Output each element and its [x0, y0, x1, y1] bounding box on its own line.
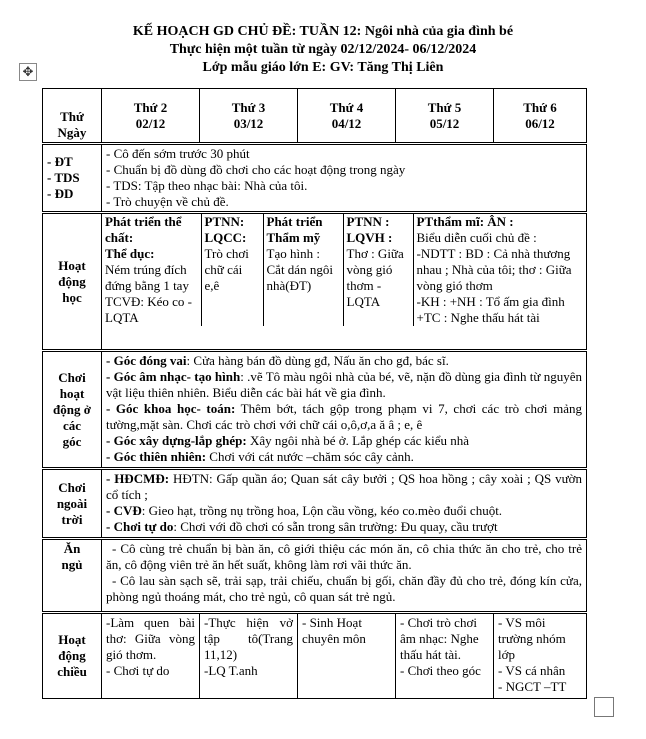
label-line: ngoài	[56, 495, 88, 511]
hoc-line: Biểu diễn cuối chủ đề :	[416, 230, 537, 245]
row-an	[43, 539, 587, 613]
row-label-chieu	[43, 613, 102, 699]
dt-content	[102, 144, 587, 213]
label-line: học	[62, 289, 82, 305]
chieu-line: -LQ T.anh	[204, 663, 258, 678]
goc-value: Chơi với cát nước –chăm sóc cây cảnh.	[206, 449, 414, 464]
goc-key: - Góc xây dựng-lắp ghép:	[106, 433, 247, 448]
chieu-line: - Sinh Hoạt chuyên môn	[302, 615, 366, 646]
dt-line: - Chuẩn bị đồ dùng đồ chơi cho các hoạt động trong ngày	[106, 162, 406, 177]
chieu-line: -Thực hiện vở tập tô(Trang 11,12)	[204, 615, 293, 662]
label-line: Hoạt	[58, 632, 86, 647]
chieu-line: -Làm quen bài thơ: Giữa vòng gió thơm.	[106, 615, 195, 662]
goc-item	[106, 353, 582, 369]
row-label-hoc	[43, 213, 102, 351]
ngoai-key: - Chơi tự do	[106, 519, 174, 534]
hoc-line: -KH : +NH : Tổ ấm gia đình	[416, 294, 565, 309]
hoc-line: +TC : Nghe thấu hát tài	[416, 310, 540, 325]
day-date: 05/12	[429, 115, 460, 131]
hoc-title: PTNN: LQCC:	[204, 214, 247, 245]
goc-item	[106, 369, 582, 401]
hoc-title: Phát triển Thẩm mỹ	[266, 214, 323, 245]
hoc-col-tuesday	[201, 214, 263, 326]
label-line: ngủ	[61, 557, 83, 572]
corner-cell	[43, 89, 102, 144]
row-label-dt	[43, 144, 102, 213]
label-line: Chơi	[58, 479, 86, 495]
label-line: góc	[62, 433, 82, 449]
goc-value: : .vẽ Tô màu ngôi nhà của bé, vẽ, nặn đồ dùng gia đình từ nguyên vật liệu thiên nhiên. Biểu diễn các bài hát về gia đình.	[106, 369, 582, 400]
ngoai-value: : Gieo hạt, trồng nụ trồng hoa, Lộn cầu vồng, kéo co.mèo đuổi chuột.	[141, 503, 503, 518]
chieu-friday	[494, 613, 587, 699]
doc-title-main: TUẦN 12: Ngôi nhà của gia đình bé	[299, 24, 514, 39]
ngoai-key: - HĐCMĐ:	[106, 471, 170, 486]
row-label-ngoai	[43, 469, 102, 539]
day-header	[102, 89, 200, 144]
ngoai-item	[106, 503, 582, 519]
hoc-line: -NDTT : BD : Cả nhà thương nhau ; Nhà của tôi; thơ : Giữa vòng gió thơm	[416, 246, 572, 293]
hoc-title: Phát triển thể chất:	[105, 214, 182, 245]
label-line: các	[62, 417, 82, 433]
chieu-line: - Chơi trò chơi âm nhạc: Nghe thấu hát tài.	[400, 615, 479, 662]
corner-line1: Thứ	[60, 109, 84, 124]
day-name: Thứ 2	[133, 99, 168, 115]
hoc-subtitle: Thể dục:	[105, 246, 155, 261]
goc-key: - Góc thiên nhiên:	[106, 449, 207, 464]
goc-key: - Góc khoa học- toán:	[106, 401, 236, 416]
day-header	[298, 89, 396, 144]
doc-subtitle: Thực hiện một tuần từ ngày 02/12/2024- 06/12/2024	[169, 42, 477, 57]
goc-item	[106, 433, 582, 449]
hoc-text: Tạo hình : Cắt dán ngôi nhà(ĐT)	[266, 246, 333, 293]
hoc-col-wednesday	[263, 214, 343, 326]
label-line: động ở	[53, 401, 91, 417]
ngoai-key: - CVĐ	[106, 503, 142, 518]
label-line: động	[58, 273, 86, 289]
row-dt	[43, 144, 587, 213]
day-header	[396, 89, 494, 144]
ngoai-item	[106, 471, 582, 503]
chieu-tuesday	[200, 613, 298, 699]
doc-title-prefix: KẾ HOẠCH GD CHỦ ĐỀ:	[132, 24, 300, 39]
label-line: - ĐT	[47, 154, 73, 169]
label-line: chiều	[57, 664, 87, 679]
an-content	[102, 539, 587, 613]
goc-item	[106, 449, 582, 465]
day-date: 06/12	[525, 115, 555, 131]
ngoai-value: : Chơi với đồ chơi có sẵn trong sân trường: Đu quay, cầu trượt	[173, 519, 498, 534]
chieu-monday	[102, 613, 200, 699]
row-ngoai	[43, 469, 587, 539]
goc-value: : Cửa hàng bán đồ dùng gđ, Nấu ăn cho gđ, bác sĩ.	[186, 353, 449, 368]
chieu-line: - NGCT –TT	[498, 679, 567, 694]
ngoai-content	[102, 469, 587, 539]
hoc-title: PTNN : LQVH :	[346, 214, 393, 245]
day-name: Thứ 6	[523, 99, 557, 115]
goc-value: Xây ngôi nhà bé ở. Lắp ghép các kiểu nhà	[246, 433, 470, 448]
hoc-col-thursday	[343, 214, 413, 326]
hoc-text: Ném trúng đích đứng bằng 1 tay TCVĐ: Kéo co -LQTA	[105, 262, 193, 325]
row-goc	[43, 351, 587, 469]
label-line: trời	[61, 511, 83, 527]
label-line: Hoạt	[58, 257, 86, 273]
goc-value: Thêm bớt, tách gộp trong phạm vi 7, chơi các trò chơi mảng tường,mặt sàn. Chơi các trò chơi với chữ cái o,ô,ơ,a ă â ; e, ê	[106, 401, 582, 432]
label-line: - ĐD	[47, 186, 74, 201]
day-date: 04/12	[331, 115, 362, 131]
row-chieu	[43, 613, 587, 699]
corner-line2: Ngày	[57, 125, 87, 140]
day-header	[200, 89, 298, 144]
move-icon[interactable]: ✥	[19, 63, 37, 81]
chieu-thursday	[396, 613, 494, 699]
ngoai-value: HĐTN: Gấp quần áo; Quan sát cây bưởi ; QS hoa hồng ; cây xoài ; QS vườn cổ tích ;	[106, 471, 582, 502]
day-name: Thứ 5	[427, 99, 462, 115]
ngoai-item	[106, 519, 582, 535]
an-paragraph: - Cô lau sàn sạch sẽ, trải sạp, trải chiếu, chuẩn bị gối, chăn đầy đủ cho trẻ, đóng kín cửa, phòng ngủ thoáng mát, cho trẻ ngủ, cô quan sát trẻ ngủ.	[106, 573, 582, 604]
chieu-line: - Chơi tự do	[106, 663, 170, 678]
hoc-col-monday	[102, 214, 201, 326]
chieu-line: - Chơi theo góc	[400, 663, 481, 678]
dt-line: - Cô đến sớm trước 30 phút	[106, 146, 250, 161]
day-header	[494, 89, 587, 144]
label-line: động	[58, 648, 86, 663]
hoc-text: Trò chơi chữ cái e,ê	[204, 246, 249, 293]
goc-key: - Góc đóng vai	[106, 353, 187, 368]
row-label-an	[43, 539, 102, 613]
day-header-row	[43, 89, 587, 144]
an-paragraph: - Cô cùng trẻ chuẩn bị bàn ăn, cô giới thiệu các món ăn, cô chia thức ăn cho trẻ, cho trẻ ăn, cô động viên trẻ ăn hết suất, không làm rơi vãi thức ăn.	[106, 541, 582, 572]
chieu-wednesday	[298, 613, 396, 699]
hoc-text: Thơ : Giữa vòng gió thơm -LQTA	[346, 246, 404, 309]
dt-line: - TDS: Tập theo nhạc bài: Nhà của tôi.	[106, 178, 308, 193]
hoc-content	[102, 213, 587, 351]
dt-line: - Trò chuyện về chủ đề.	[106, 194, 229, 209]
resize-handle-icon[interactable]	[594, 697, 614, 717]
class-line: Lớp mẫu giáo lớn E: GV: Tăng Thị Liên	[202, 60, 444, 75]
row-hoc	[43, 213, 587, 351]
row-label-goc	[43, 351, 102, 469]
plan-table	[42, 88, 587, 699]
day-date: 02/12	[135, 115, 166, 131]
hoc-inner-table	[102, 214, 586, 326]
hoc-title: PTthẩm mĩ: ÂN :	[416, 214, 514, 229]
label-line: Ăn	[63, 541, 81, 556]
hoc-col-friday	[413, 214, 586, 326]
label-line: Chơi	[58, 369, 86, 385]
label-line: hoạt	[59, 385, 85, 401]
day-date: 03/12	[233, 115, 264, 131]
goc-item	[106, 401, 582, 433]
goc-key: - Góc âm nhạc- tạo hình	[106, 369, 241, 384]
day-name: Thứ 4	[329, 99, 364, 115]
doc-title	[0, 22, 646, 41]
goc-content	[102, 351, 587, 469]
chieu-line: - VS môi trường nhóm lớp	[498, 615, 566, 662]
label-line: - TDS	[47, 170, 80, 185]
day-name: Thứ 3	[231, 99, 266, 115]
chieu-line: - VS cá nhân	[498, 663, 566, 678]
